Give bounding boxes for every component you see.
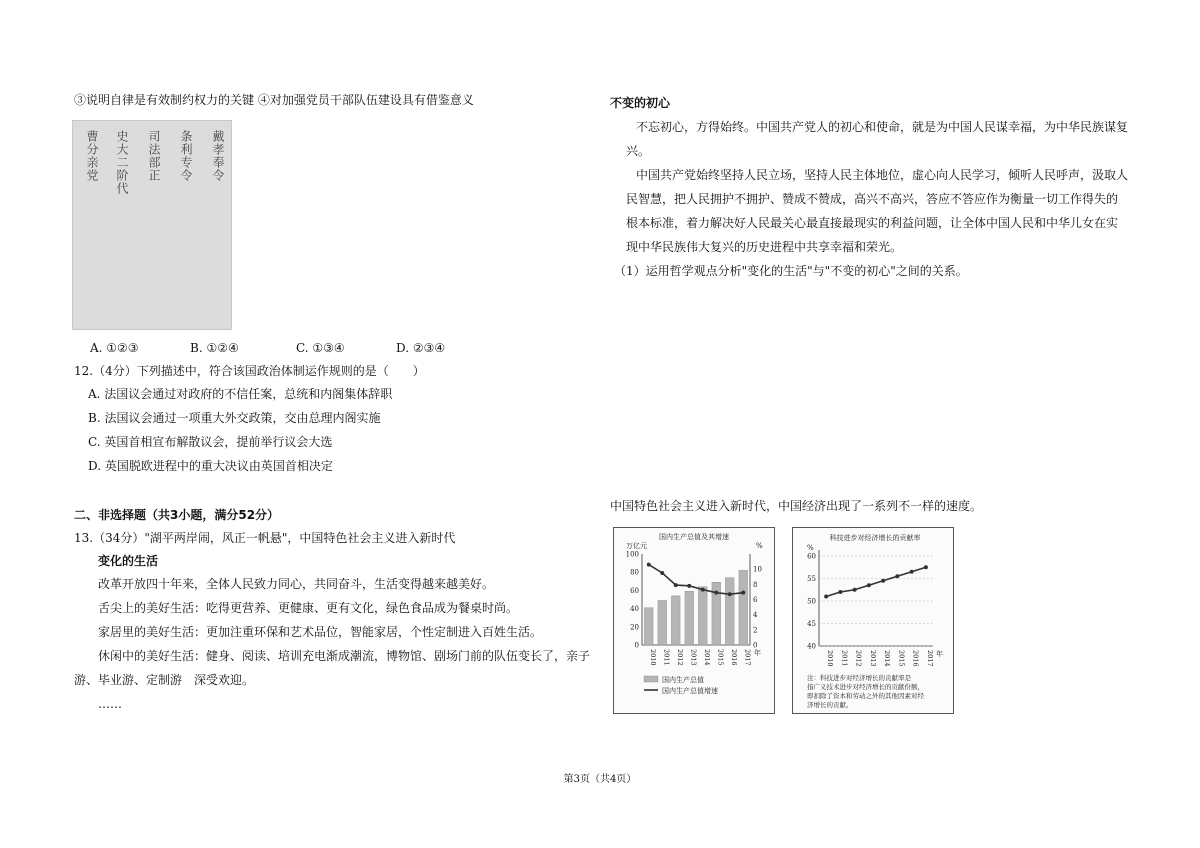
x-tick-label: 2011 <box>840 650 849 667</box>
contribution-point <box>867 583 871 587</box>
contribution-point <box>838 590 842 594</box>
y-tick-label: 60 <box>630 586 639 595</box>
chart-title: 科技进步对经济增长的贡献率 <box>829 534 921 542</box>
gdp-bar <box>644 608 653 645</box>
tech-contribution-chart <box>793 528 953 713</box>
image-column-4: 条利专令 <box>179 130 193 182</box>
legend-line-label: 国内生产总值增速 <box>662 687 718 695</box>
y-tick-label: 0 <box>634 641 639 650</box>
changing-line-4: 休闲中的美好生活：健身、阅读、培训充电渐成潮流，博物馆、剧场门前的队伍变长了，亲子 <box>98 649 591 663</box>
gdp-chart <box>614 528 774 713</box>
gdp-bar <box>685 591 694 645</box>
x-tick-label: 2014 <box>883 650 892 667</box>
ellipsis: …… <box>98 697 122 711</box>
changing-life-title: 变化的生活 <box>98 554 159 568</box>
chart-title: 国内生产总值及其增速 <box>659 533 729 541</box>
contribution-point <box>910 570 914 574</box>
archive-document-image <box>72 120 232 330</box>
chart-note-line: 即扣除了资本和劳动之外的其他因素对经 <box>807 692 924 700</box>
growth-rate-point <box>701 588 705 592</box>
option-c[interactable]: C. ①③④ <box>296 341 345 355</box>
y-tick-label: 40 <box>807 642 816 651</box>
x-tick-label: 2010 <box>826 650 835 667</box>
y2-tick-label: 2 <box>753 626 758 635</box>
q13-stem: 13.（34分）"湖平两岸闹，风正一帆悬"，中国特色社会主义进入新时代 <box>74 531 456 545</box>
speed-intro: 中国特色社会主义进入新时代，中国经济出现了一系列不一样的速度。 <box>610 499 983 513</box>
option-d[interactable]: D. ②③④ <box>396 341 446 355</box>
contribution-point <box>924 565 928 569</box>
x-tick-label: 2012 <box>854 650 863 667</box>
option-a[interactable]: A. ①②③ <box>90 341 139 355</box>
image-column-5: 戴孝奉令 <box>211 130 225 182</box>
constant-heart-title: 不变的初心 <box>610 96 671 110</box>
chart-note-line: 指广义技术进步对经济增长的贡献份额， <box>807 683 924 691</box>
growth-rate-point <box>674 583 678 587</box>
chart-note-line: 济增长的贡献。 <box>807 701 853 709</box>
q12-stem: 12.（4分）下列描述中，符合该国政治体制运作规则的是（ ） <box>74 364 425 378</box>
x-unit: 年 <box>754 649 761 657</box>
y-tick-label: 80 <box>630 568 639 577</box>
contribution-point <box>853 588 857 592</box>
x-tick-label: 2015 <box>716 649 725 666</box>
section-heading: 二、非选择题（共3小题，满分52分） <box>74 508 280 522</box>
para2-line-4: 现中华民族伟大复兴的历史进程中共享幸福和荣光。 <box>626 240 903 254</box>
x-unit: 年 <box>936 650 943 658</box>
image-column-2: 史大二阶代 <box>115 130 129 195</box>
para1-line-1: 不忘初心，方得始终。中国共产党人的初心和使命，就是为中国人民谋幸福，为中华民族谋复 <box>636 120 1129 134</box>
y2-tick-label: 4 <box>753 611 758 620</box>
chart-note-line: 注：科技进步对经济增长的贡献率是 <box>807 674 911 682</box>
q12-option-b[interactable]: B. 法国议会通过一项重大外交政策，交由总理内阁实施 <box>88 411 381 425</box>
para1-line-2: 兴。 <box>626 144 651 158</box>
x-tick-label: 2015 <box>897 650 906 667</box>
q11-statement-line: ③说明自律是有效制约权力的关键 ④对加强党员干部队伍建设具有借鉴意义 <box>74 93 474 107</box>
contribution-point <box>881 579 885 583</box>
x-tick-label: 2010 <box>648 649 657 666</box>
image-column-3: 司法部正 <box>147 130 161 182</box>
q12-option-a[interactable]: A. 法国议会通过对政府的不信任案，总统和内阁集体辞职 <box>88 387 393 401</box>
x-tick-label: 2017 <box>925 650 934 667</box>
y2-tick-label: 6 <box>753 596 758 604</box>
y-tick-label: 40 <box>630 605 639 614</box>
growth-rate-point <box>647 563 651 567</box>
image-column-1: 曹分亲党 <box>85 130 99 182</box>
x-tick-label: 2014 <box>702 649 711 666</box>
growth-rate-point <box>660 571 664 575</box>
question-1: （1）运用哲学观点分析"变化的生活"与"不变的初心"之间的关系。 <box>614 264 968 278</box>
gdp-bar <box>725 578 734 645</box>
y-tick-label: 60 <box>807 552 816 561</box>
q12-option-d[interactable]: D. 英国脱欧进程中的重大决议由英国首相决定 <box>88 459 333 473</box>
para2-line-3: 根本标准，着力解决好人民最关心最直接最现实的利益问题，让全体中国人民和中华儿女在实 <box>626 216 1119 230</box>
x-tick-label: 2016 <box>911 650 920 667</box>
y2-tick-label: 10 <box>753 565 762 574</box>
contribution-point <box>895 574 899 578</box>
tech-contribution-chart-frame <box>792 527 954 714</box>
page-footer: 第3页（共4页） <box>563 774 637 785</box>
y-axis-label: % <box>807 544 814 552</box>
q12-option-c[interactable]: C. 英国首相宣布解散议会，提前举行议会大选 <box>88 435 333 449</box>
y-tick-label: 20 <box>630 623 639 632</box>
y2-tick-label: 0 <box>753 641 758 650</box>
changing-line-5: 游、毕业游、定制游 深受欢迎。 <box>74 673 255 687</box>
contribution-point <box>824 595 828 599</box>
x-tick-label: 2013 <box>689 649 698 666</box>
growth-rate-point <box>728 592 732 596</box>
gdp-bar <box>739 570 748 645</box>
x-tick-label: 2013 <box>868 650 877 667</box>
x-tick-label: 2012 <box>675 649 684 666</box>
gdp-bar <box>658 600 667 645</box>
x-tick-label: 2011 <box>662 649 671 666</box>
para2-line-2: 民智慧，把人民拥护不拥护、赞成不赞成，高兴不高兴，答应不答应作为衡量一切工作得失的 <box>626 192 1119 206</box>
y-tick-label: 100 <box>625 550 639 559</box>
legend-bar-swatch <box>644 676 658 682</box>
y2-tick-label: 8 <box>753 580 758 589</box>
legend-bar-label: 国内生产总值 <box>662 676 704 684</box>
gdp-bar <box>671 596 680 645</box>
y2-axis-label: % <box>756 542 763 550</box>
changing-line-1: 改革开放四十年来，全体人民致力同心，共同奋斗，生活变得越来越美好。 <box>98 577 495 591</box>
option-b[interactable]: B. ①②④ <box>190 341 239 355</box>
y-tick-label: 45 <box>807 620 816 628</box>
growth-rate-point <box>741 591 745 595</box>
y-tick-label: 55 <box>807 575 816 583</box>
growth-rate-point <box>687 584 691 588</box>
gdp-bar <box>698 587 707 645</box>
changing-line-2: 舌尖上的美好生活：吃得更营养、更健康、更有文化，绿色食品成为餐桌时尚。 <box>98 601 519 615</box>
gdp-chart-frame <box>613 527 775 714</box>
x-tick-label: 2016 <box>729 649 738 666</box>
para2-line-1: 中国共产党始终坚持人民立场，坚持人民主体地位，虚心向人民学习，倾听人民呼声，汲取人 <box>636 168 1129 182</box>
growth-rate-point <box>714 591 718 595</box>
changing-line-3: 家居里的美好生活：更加注重环保和艺术品位，智能家居，个性定制进入百姓生活。 <box>98 625 543 639</box>
x-tick-label: 2017 <box>743 649 752 666</box>
y-tick-label: 50 <box>807 597 816 606</box>
y-axis-label: 万亿元 <box>626 542 647 550</box>
